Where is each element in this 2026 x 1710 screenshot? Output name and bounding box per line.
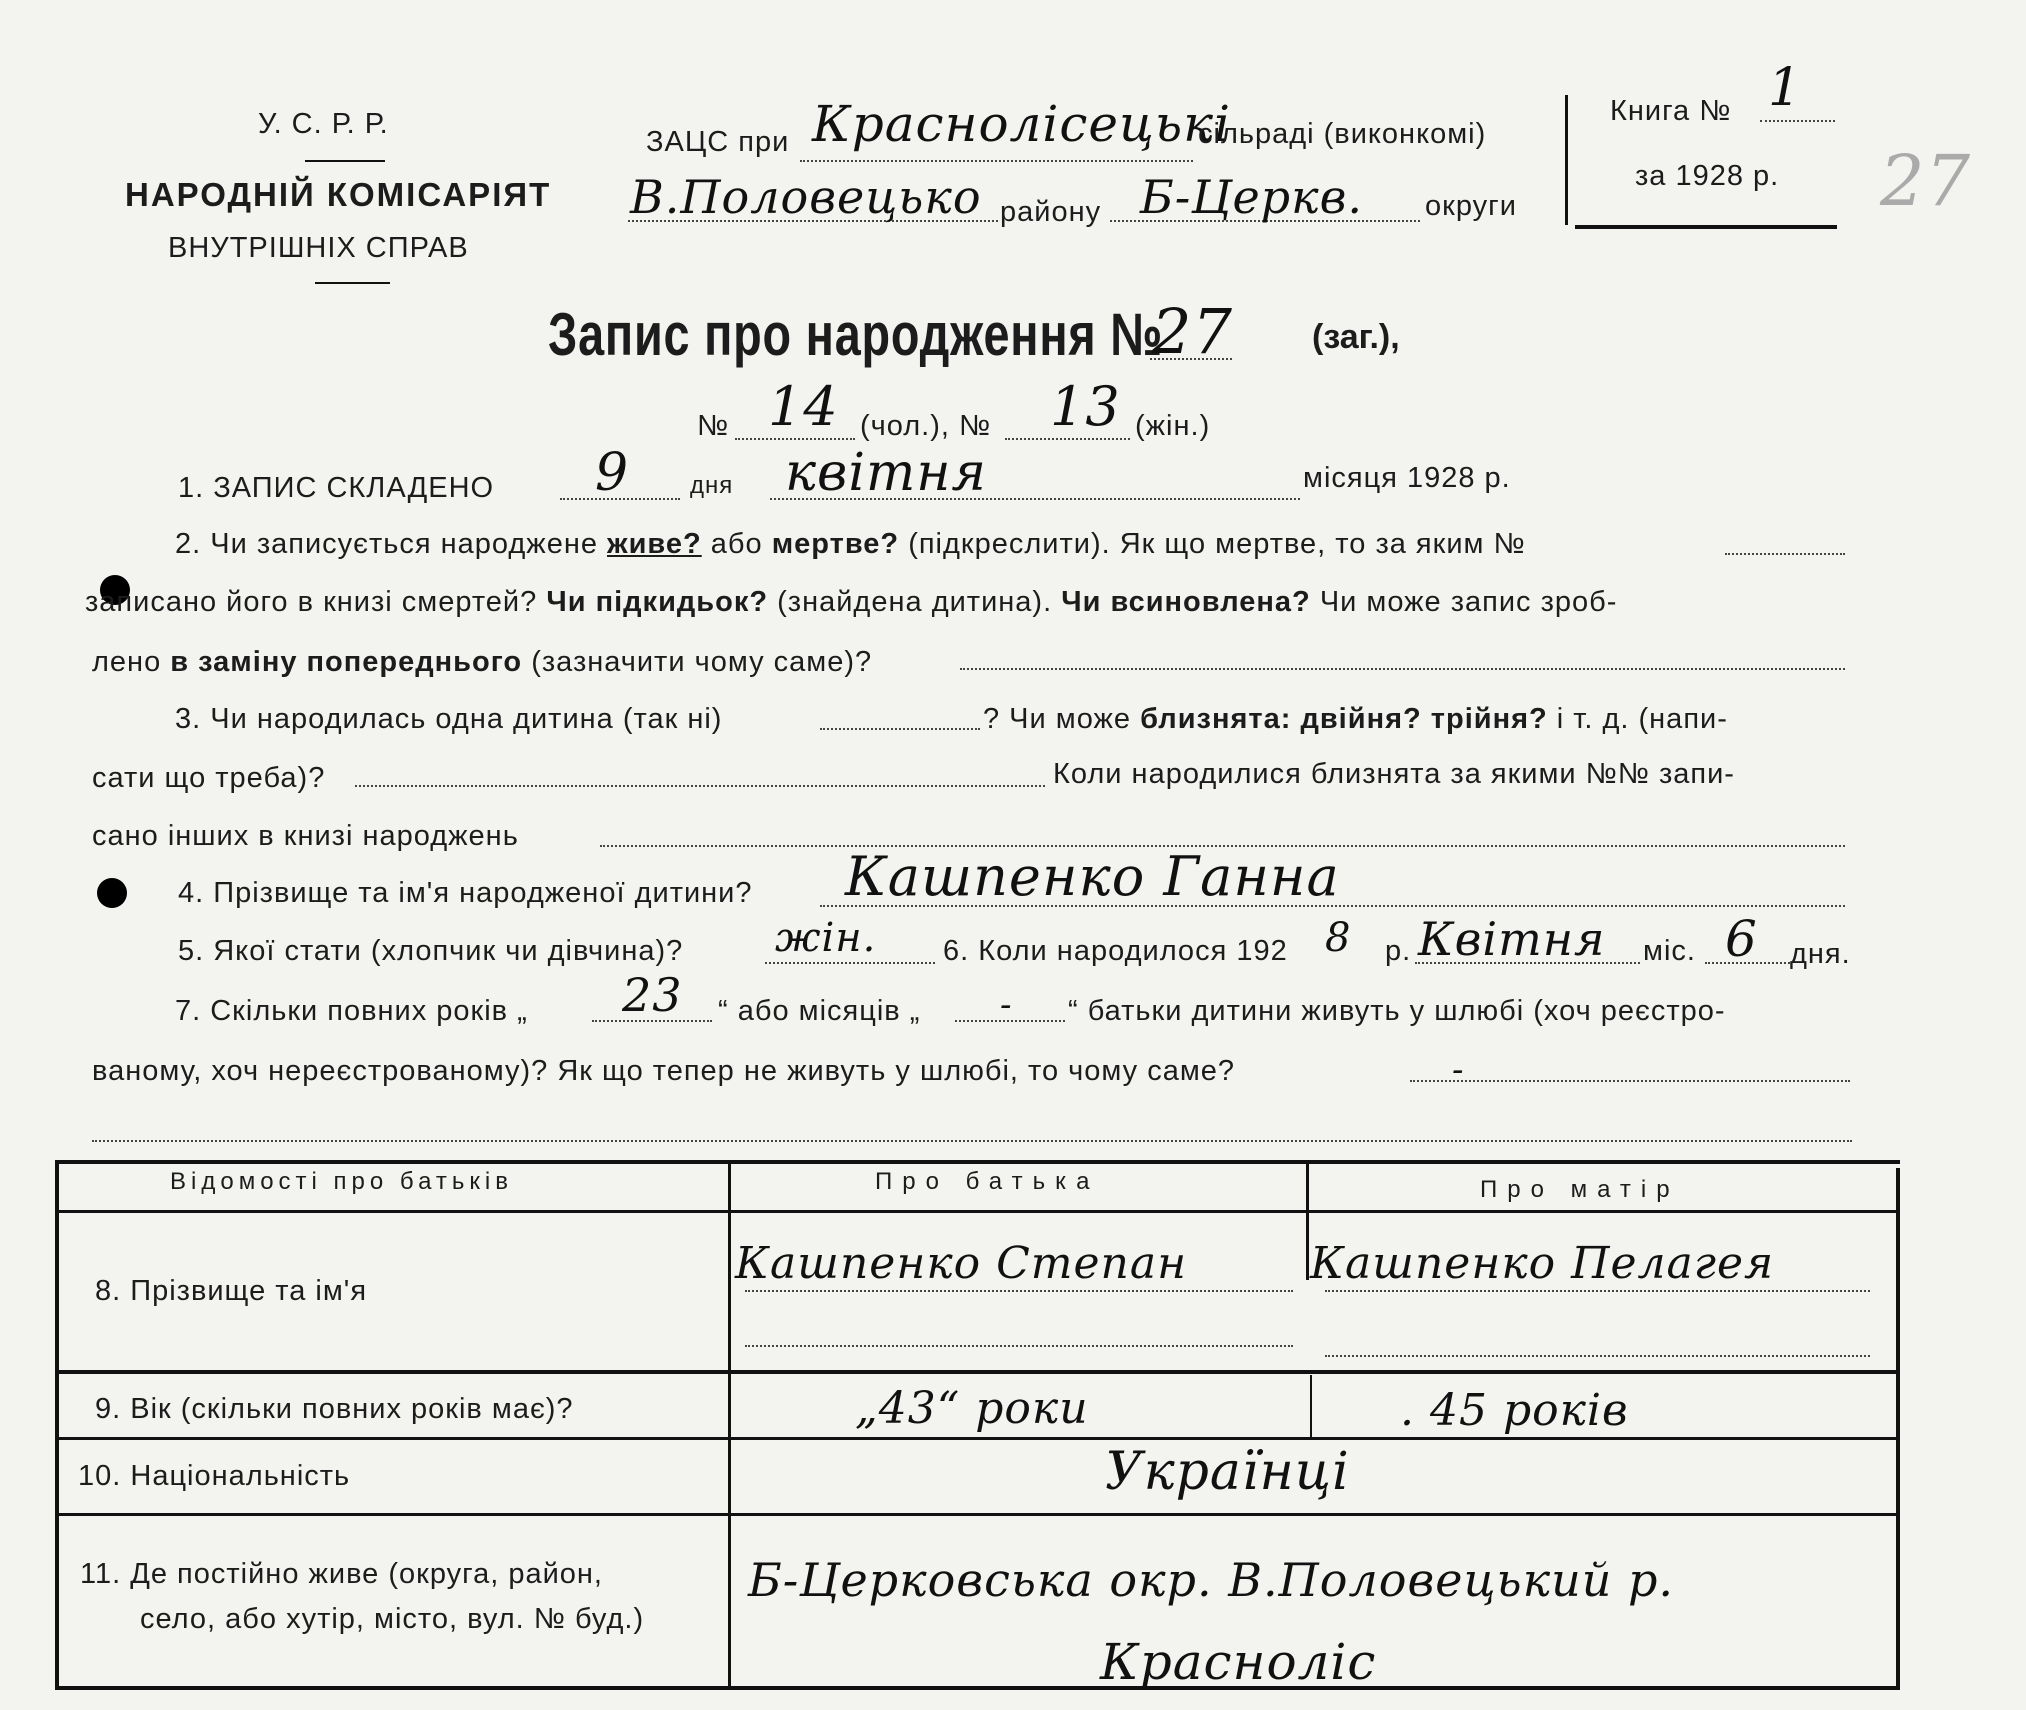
q2-line1-a: 2. Чи записується народжене bbox=[175, 528, 598, 560]
q6-year-handwritten: 8 bbox=[1325, 915, 1352, 961]
dotted-line bbox=[1005, 438, 1130, 440]
male-no-label: № bbox=[697, 410, 730, 442]
q2-line2-c: Чи може запис зроб- bbox=[1319, 586, 1618, 618]
divider bbox=[315, 282, 390, 284]
q5-text: 5. Якої стати (хлопчик чи дівчина)? bbox=[178, 935, 684, 967]
row-nationality-label: 10. Національність bbox=[78, 1460, 351, 1492]
q7-years-handwritten: 23 bbox=[622, 968, 683, 1022]
dotted-line bbox=[1760, 120, 1835, 122]
dotted-line bbox=[355, 785, 1045, 787]
dotted-line bbox=[800, 160, 1193, 162]
dotted-line bbox=[735, 438, 855, 440]
q3-line1-rest bbox=[983, 703, 1728, 736]
book-box-border bbox=[1575, 225, 1837, 229]
page-title: Запис про народження № bbox=[548, 301, 1164, 368]
table-border bbox=[59, 1437, 1897, 1440]
q1-day-handwritten: 9 bbox=[595, 443, 630, 503]
zags-prefix: ЗАЦС при bbox=[646, 126, 790, 158]
dotted-line bbox=[1325, 1290, 1870, 1292]
q2-dead: мертве? bbox=[771, 528, 900, 560]
q3-line1-c: і т. д. (напи- bbox=[1556, 703, 1728, 735]
q6-mis: міс. bbox=[1643, 935, 1696, 967]
residence-handwritten-1: Б-Церковська окр. В.Половецький р. bbox=[748, 1553, 1675, 1607]
q2-line3 bbox=[92, 646, 872, 679]
table-border bbox=[1306, 1164, 1309, 1280]
q3-line3: сано інших в книзі народжень bbox=[92, 820, 519, 852]
nationality-handwritten: Українці bbox=[1105, 1442, 1350, 1502]
dotted-line bbox=[1410, 1080, 1850, 1082]
q3-line2-a: сати що треба)? bbox=[92, 762, 326, 794]
q7-line1-b: “ або місяців „ bbox=[718, 995, 921, 1027]
father-age-handwritten: „43“ роки bbox=[855, 1383, 1089, 1434]
district-label: району bbox=[1000, 196, 1102, 228]
residence-handwritten-2: Красноліс bbox=[1100, 1633, 1377, 1691]
q4-text: 4. Прізвище та ім'я народженої дитини? bbox=[178, 877, 753, 909]
q1-tail: місяця 1928 р. bbox=[1303, 462, 1511, 494]
q1-text: 1. ЗАПИС СКЛАДЕНО bbox=[178, 472, 495, 504]
q7-months-handwritten: - bbox=[1000, 985, 1013, 1025]
dotted-line bbox=[560, 498, 680, 500]
row-age-label: 9. Вік (скільки повних років має)? bbox=[95, 1393, 574, 1425]
q6-dnia: дня. bbox=[1790, 938, 1851, 970]
q2-line1-b: або bbox=[710, 528, 763, 560]
book-number-handwritten: 1 bbox=[1768, 58, 1803, 118]
q2-line1-c: (підкреслити). Як що мертве, то за яким № bbox=[908, 528, 1526, 560]
zag-label: (заг.), bbox=[1312, 318, 1400, 356]
mother-age-handwritten: . 45 років bbox=[1400, 1385, 1629, 1436]
q6-r: р. bbox=[1385, 935, 1412, 967]
ussr-label: У. С. Р. Р. bbox=[258, 108, 389, 140]
q3-twins: близнята: двійня? трійня? bbox=[1140, 703, 1548, 735]
q2-line3-b: (зазначити чому саме)? bbox=[531, 646, 873, 678]
q3-line1-a: 3. Чи народилась одна дитина (так ні) bbox=[175, 703, 723, 735]
book-label: Книга № bbox=[1610, 95, 1732, 127]
dotted-line bbox=[765, 962, 935, 964]
male-no-handwritten: 14 bbox=[768, 375, 839, 438]
dotted-line bbox=[1325, 1355, 1870, 1357]
q3-line2-b: Коли народилися близнята за якими №№ запи- bbox=[1053, 758, 1735, 790]
q6-day-handwritten: 6 bbox=[1725, 910, 1758, 968]
row-residence-label-1: 11. Де постійно живе (округа, район, bbox=[80, 1558, 603, 1590]
dotted-line bbox=[1725, 553, 1845, 555]
dotted-line bbox=[745, 1345, 1293, 1347]
row-name-label: 8. Прізвище та ім'я bbox=[95, 1275, 368, 1307]
divider bbox=[305, 160, 385, 162]
q2-line2 bbox=[85, 586, 1617, 619]
q2-line2-b: (знайдена дитина). bbox=[777, 586, 1053, 618]
q3-line1-b: ? Чи може bbox=[983, 703, 1132, 735]
q2-replace: в заміну попереднього bbox=[170, 646, 523, 678]
table-border bbox=[59, 1370, 1897, 1374]
q1-month-handwritten: квітня bbox=[785, 443, 987, 503]
q7-line1-c: “ батьки дитини живуть у шлюбі (хоч реєстро- bbox=[1068, 995, 1726, 1027]
okrug-handwritten: Б-Церкв. bbox=[1140, 170, 1363, 224]
q7-line2-handwritten: - bbox=[1452, 1050, 1465, 1090]
col-header-father: Про батька bbox=[875, 1168, 1100, 1195]
table-border bbox=[59, 1513, 1897, 1516]
female-no-handwritten: 13 bbox=[1050, 375, 1121, 438]
table-border bbox=[728, 1164, 731, 1686]
zags-suffix: сільраді (виконкомі) bbox=[1198, 118, 1487, 150]
table-border bbox=[1310, 1375, 1312, 1437]
q6-month-handwritten: Квітня bbox=[1418, 912, 1606, 966]
punch-hole bbox=[97, 878, 127, 908]
margin-number: 27 bbox=[1880, 140, 1972, 222]
father-name-handwritten: Кашпенко Степан bbox=[735, 1238, 1188, 1289]
row-residence-label-2: село, або хутір, місто, вул. № буд.) bbox=[140, 1603, 645, 1635]
q2-line1 bbox=[175, 528, 1526, 561]
q2-foundling: Чи підкидьок? bbox=[546, 586, 769, 618]
mother-name-handwritten: Кашпенко Пелагея bbox=[1310, 1238, 1775, 1289]
male-label: (чол.), № bbox=[860, 410, 992, 442]
q6-text: 6. Коли народилося 192 bbox=[943, 935, 1288, 967]
table-border bbox=[55, 1160, 1900, 1164]
book-year: за 1928 р. bbox=[1635, 160, 1780, 192]
zags-handwritten: Краснолісецькі bbox=[812, 95, 1231, 153]
col-header-mother: Про матір bbox=[1480, 1176, 1680, 1203]
dotted-line bbox=[820, 728, 980, 730]
dotted-line bbox=[745, 1290, 1293, 1292]
internal-affairs-label: ВНУТРІШНІХ СПРАВ bbox=[168, 232, 469, 264]
col-header-info: Відомості про батьків bbox=[170, 1168, 513, 1195]
q2-adopted: Чи всиновлена? bbox=[1061, 586, 1311, 618]
okrug-label: округи bbox=[1425, 190, 1517, 222]
q2-line2-a: записано його в книзі смертей? bbox=[85, 586, 538, 618]
female-label: (жін.) bbox=[1135, 410, 1211, 442]
dotted-line bbox=[960, 668, 1845, 670]
dotted-line bbox=[1150, 358, 1232, 360]
q5-answer-handwritten: жін. bbox=[775, 915, 877, 961]
book-box-border bbox=[1565, 95, 1568, 225]
q1-day-label: дня bbox=[690, 472, 734, 499]
q7-line1-a: 7. Скільки повних років „ bbox=[175, 995, 528, 1027]
q7-line2: ваному, хоч нереєстрованому)? Як що тепер не живуть у шлюбі, то чому саме? bbox=[92, 1055, 1236, 1087]
table-border bbox=[59, 1210, 1897, 1213]
record-number-handwritten: 27 bbox=[1152, 295, 1233, 368]
dotted-line bbox=[92, 1140, 1852, 1142]
q2-line3-a: лено bbox=[92, 646, 162, 678]
q4-answer-handwritten: Кашпенко Ганна bbox=[845, 845, 1340, 908]
q2-alive: живе? bbox=[607, 528, 702, 560]
table-border bbox=[1896, 1168, 1900, 1690]
table-border bbox=[55, 1686, 1900, 1690]
commissariat-label: НАРОДНІЙ КОМІСАРІЯТ bbox=[125, 176, 552, 213]
district-handwritten: В.Половецько bbox=[630, 170, 982, 224]
table-border bbox=[55, 1160, 59, 1690]
